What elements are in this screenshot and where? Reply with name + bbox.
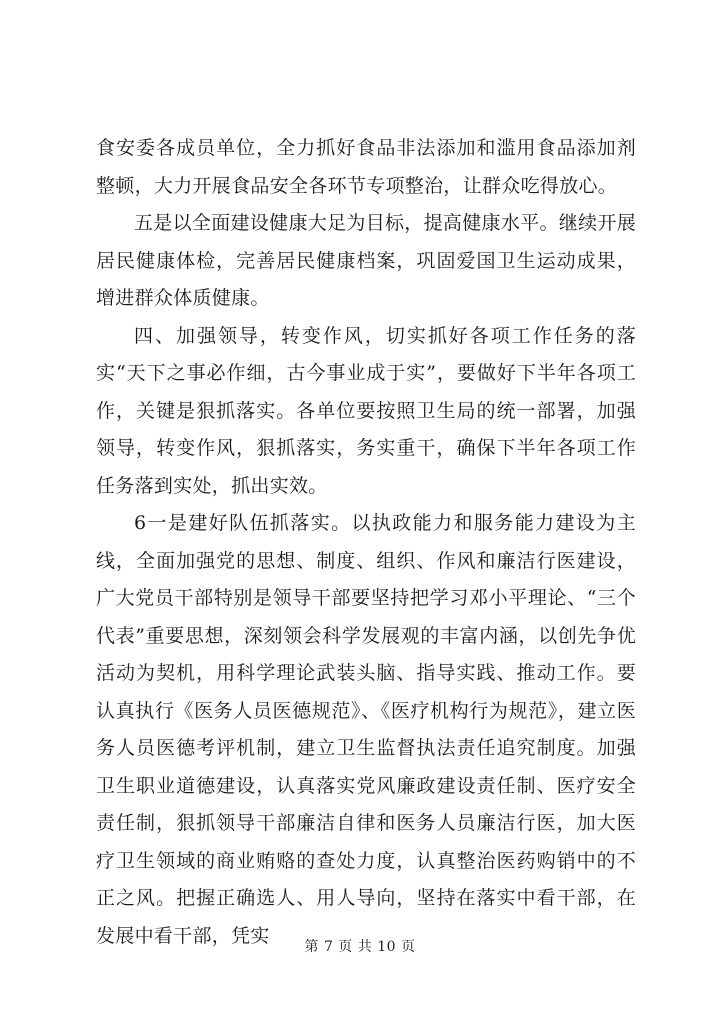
document-body <box>96 130 636 955</box>
paragraph-team-building: 6一是建好队伍抓落实。以执政能力和服务能力建设为主线，全面加强党的思想、制度、组织、作风和廉洁行医建设，广大党员干部特别是领导干部要坚持把学习邓小平理论、“三个代表”重要思想，深刻领会科学发展观的丰富内涵，以创先争优活动为契机，用科学理论武装头脑、指导实践、推动工作。要认真执行《医务人员医德规范》、《医疗机构行为规范》，建立医务人员医德考评机制，建立卫生监督执法责任追究制度。加强卫生职业道德建设，认真落实党风廉政建设责任制、医疗安全责任制，狠抓领导干部廉洁自律和医务人员廉洁行医，加大医疗卫生领域的商业贿赂的查处力度，认真整治医药购销中的不正之风。把握正确选人、用人导向，坚持在落实中看干部，在发展中看干部，凭实 <box>96 512 636 947</box>
paragraph-food-safety: 食安委各成员单位，全力抓好食品非法添加和滥用食品添加剂整顿，大力开展食品安全各环节专项整治，让群众吃得放心。 <box>96 137 636 197</box>
page-number-footer: 第 7 页 共 10 页 <box>304 939 416 955</box>
paragraph-leadership: 四、加强领导，转变作风，切实抓好各项工作任务的落实“天下之事必作细，古今事业成于实”，要做好下半年各项工作，关键是狠抓落实。各单位要按照卫生局的统一部署，加强领导，转变作风，狠抓落实，务实重干，确保下半年各项工作任务落到实处，抓出实效。 <box>96 324 636 497</box>
paragraph-health-goal: 五是以全面建设健康大足为目标，提高健康水平。继续开展居民健康体检，完善居民健康档案，巩固爱国卫生运动成果，增进群众体质健康。 <box>96 212 636 309</box>
